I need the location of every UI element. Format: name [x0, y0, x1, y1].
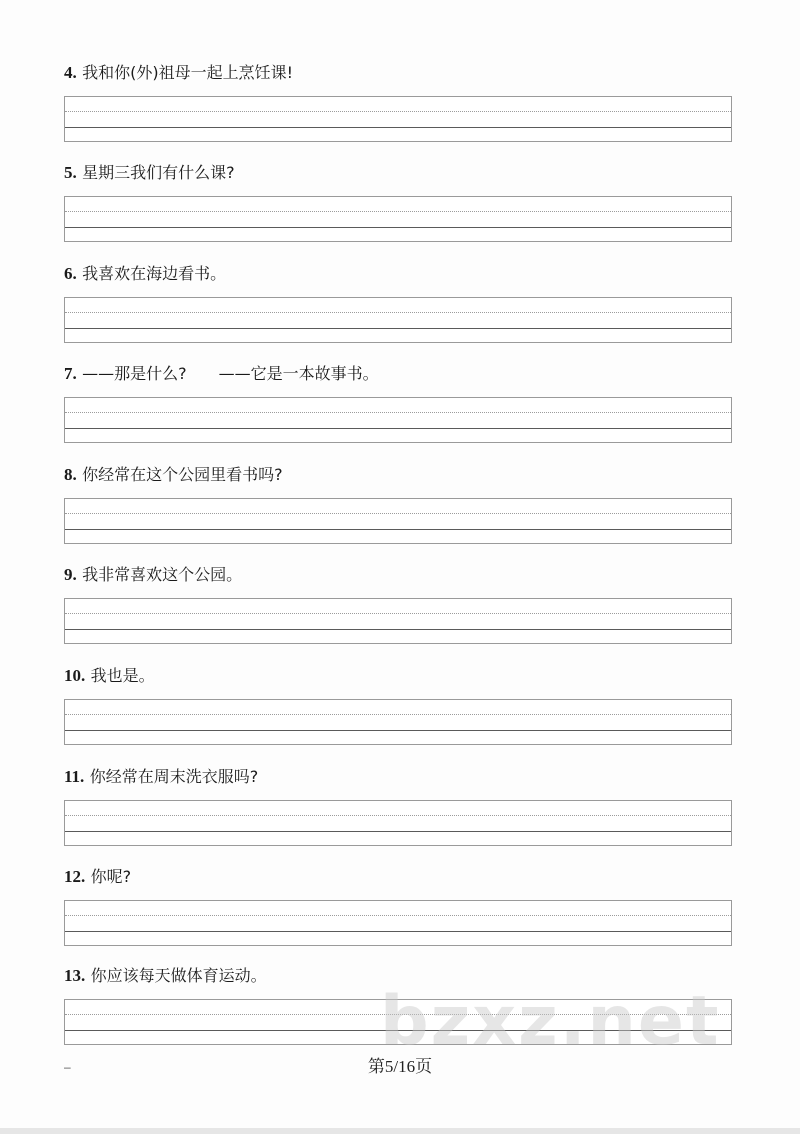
- answer-writing-lines[interactable]: [64, 498, 732, 544]
- exercise-text: 你呢?: [90, 867, 132, 886]
- site-watermark: bzxz.net: [380, 982, 721, 1061]
- exercise-number: 9.: [64, 565, 77, 584]
- exercise-number: 5.: [64, 163, 77, 182]
- exercise-number: 13.: [64, 966, 86, 985]
- exercise-prompt: [64, 60, 293, 86]
- answer-writing-lines[interactable]: [64, 800, 732, 846]
- exercise-prompt: [64, 562, 242, 588]
- exercise-number: 12.: [64, 867, 86, 886]
- exercise-text: 星期三我们有什么课?: [82, 163, 235, 182]
- exercise-prompt: [64, 361, 379, 387]
- exercise-number: 7.: [64, 364, 77, 383]
- page-bottom-edge: [0, 1128, 800, 1134]
- answer-writing-lines[interactable]: [64, 397, 732, 443]
- exercise-prompt: [64, 261, 226, 287]
- answer-writing-lines[interactable]: [64, 900, 732, 946]
- answer-writing-lines[interactable]: [64, 598, 732, 644]
- exercise-number: 10.: [64, 666, 86, 685]
- exercise-prompt: [64, 864, 131, 890]
- exercise-text: 我喜欢在海边看书。: [82, 264, 227, 283]
- exercise-number: 8.: [64, 465, 77, 484]
- exercise-number: 6.: [64, 264, 77, 283]
- page-number: 第5/16页: [367, 1057, 433, 1076]
- exercise-prompt: [64, 663, 155, 689]
- footer-corner-mark: –: [64, 1060, 71, 1074]
- answer-writing-lines[interactable]: [64, 96, 732, 142]
- exercise-text: 你应该每天做体育运动。: [90, 966, 267, 985]
- exercise-prompt: [64, 963, 267, 989]
- exercise-prompt: [64, 764, 258, 790]
- exercise-number: 4.: [64, 63, 77, 82]
- exercise-text: ——那是什么? ——它是一本故事书。: [82, 364, 379, 383]
- exercise-prompt: [64, 462, 283, 488]
- exercise-text: 你经常在周末洗衣服吗?: [89, 767, 259, 786]
- answer-writing-lines[interactable]: [64, 699, 732, 745]
- answer-writing-lines[interactable]: [64, 196, 732, 242]
- exercise-text: 你经常在这个公园里看书吗?: [82, 465, 283, 484]
- exercise-number: 11.: [64, 767, 85, 786]
- exercise-prompt: [64, 160, 235, 186]
- exercise-text: 我和你(外)祖母一起上烹饪课!: [82, 63, 294, 82]
- exercise-text: 我也是。: [90, 666, 155, 685]
- answer-writing-lines[interactable]: [64, 297, 732, 343]
- exercise-text: 我非常喜欢这个公园。: [82, 565, 243, 584]
